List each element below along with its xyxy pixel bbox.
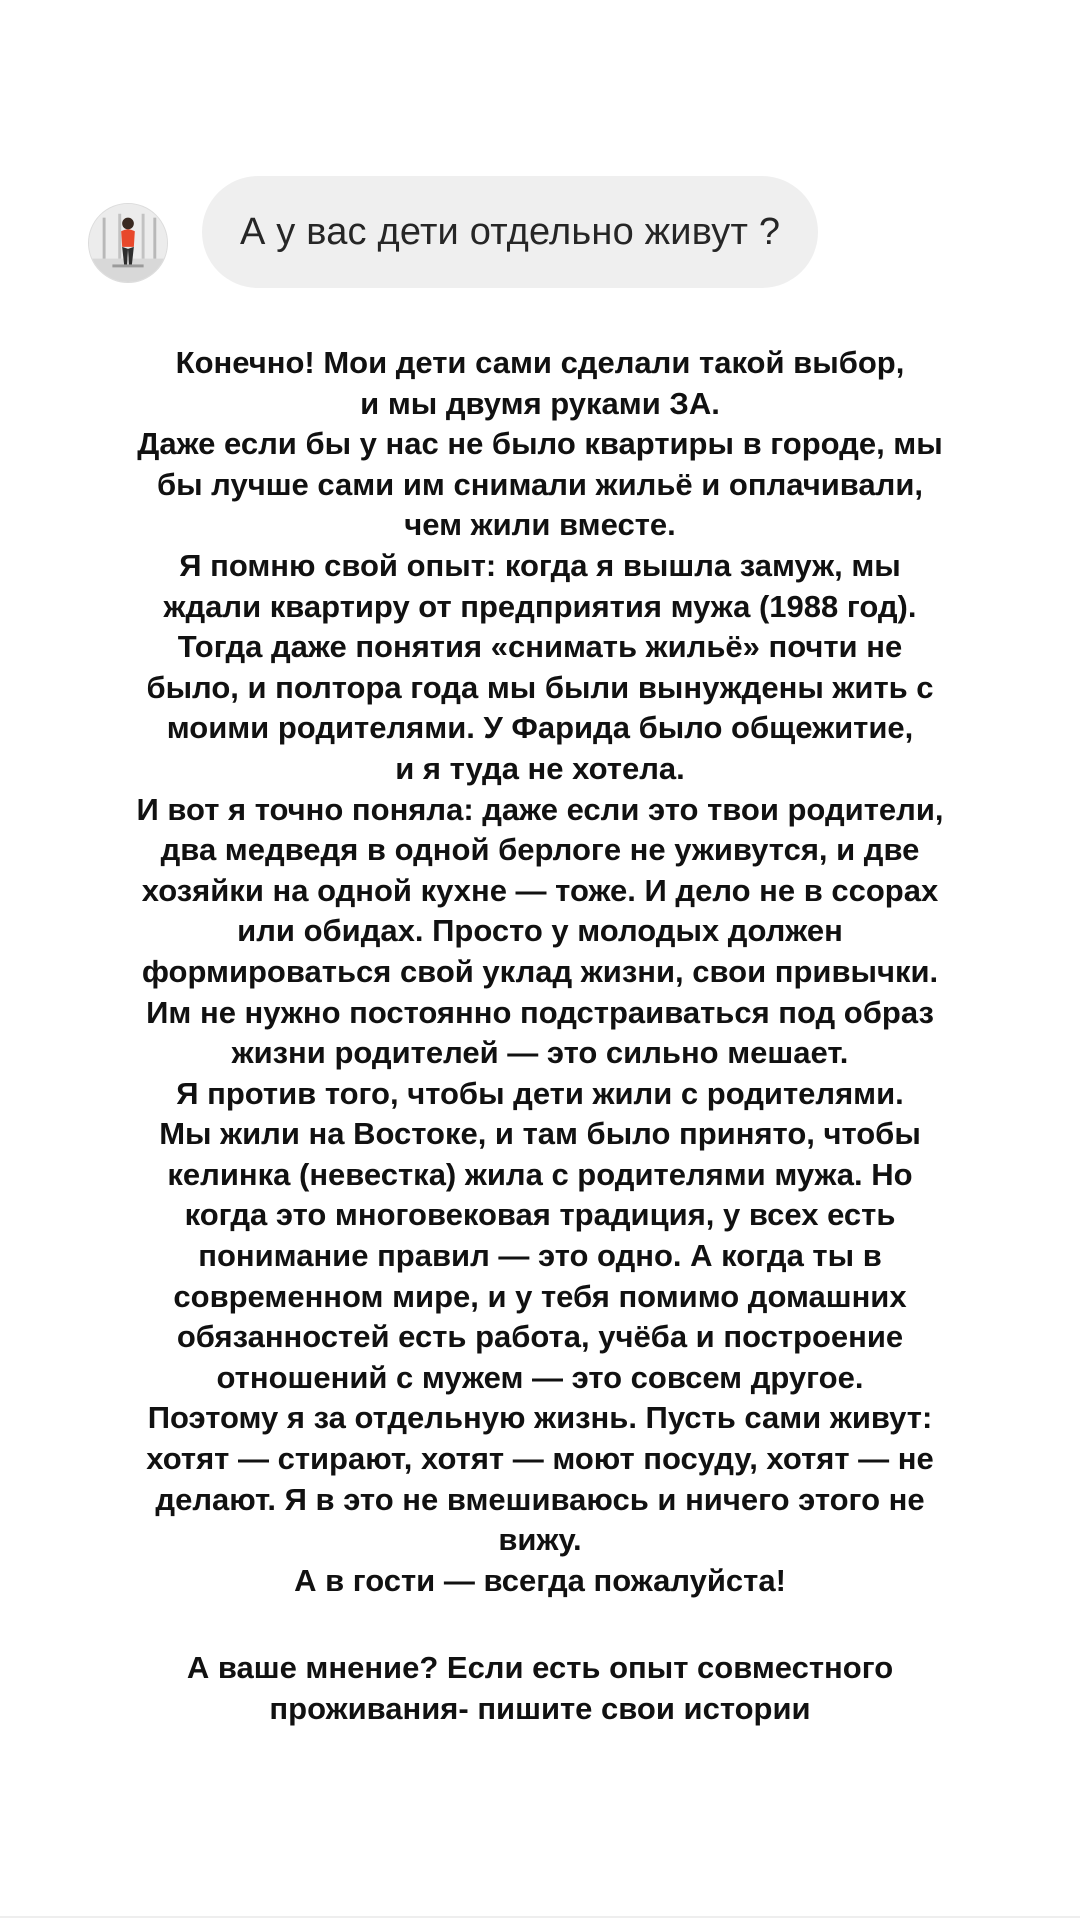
question-text: А у вас дети отдельно живут ? xyxy=(240,210,781,253)
answer-text: Конечно! Мои дети сами сделали такой выбор, и мы двумя руками ЗА. Даже если бы у нас не было квартиры в городе, мы бы лучше сами им снимали жильё и оплачивали, чем жили вместе. Я помню свой опыт: когда я вышла замуж, мы ждали квартиру от предприятия мужа (1988 год). Тогда даже понятия «снимать жильё» почти не было, и полтора года мы были вынуждены жить с моими родителями. У Фарида было общежитие, и я туда не хотела. И вот я точно поняла: даже если это твои родители, два медведя в одной берлоге не уживутся, и две хозяйки на одной кухне — тоже. И дело не в ссорах или обидах. Просто у молодых должен формироваться свой уклад жизни, свои привычки. Им не нужно постоянно подстраиваться под образ жизни родителей — это сильно мешает. Я против того, чтобы дети жили с родителями. Мы жили на Востоке, и там было принято, чтобы келинка (невестка) жила с родителями мужа. Но когда это многовековая традиция, у всех есть понимание правил — это одно. А когда ты в современном мире, и у тебя помимо домашних обязанностей есть работа, учёба и построение отношений с мужем — это совсем другое. Поэтому я за отдельную жизнь. Пусть сами живут: хотят — стирают, хотят — моют посуду, хотят — не делают. Я в это не вмешиваюсь и ничего этого не вижу. А в гости — всегда пожалуйста! xyxy=(136,345,944,1598)
bottom-divider xyxy=(0,1916,1080,1918)
user-avatar-photo-icon xyxy=(89,204,167,282)
question-sticker xyxy=(88,176,918,288)
avatar[interactable] xyxy=(88,203,168,283)
question-bubble[interactable] xyxy=(202,176,818,288)
closing-question-text: А ваше мнение? Если есть опыт совместного проживания- пишите свои истории xyxy=(186,1650,894,1726)
